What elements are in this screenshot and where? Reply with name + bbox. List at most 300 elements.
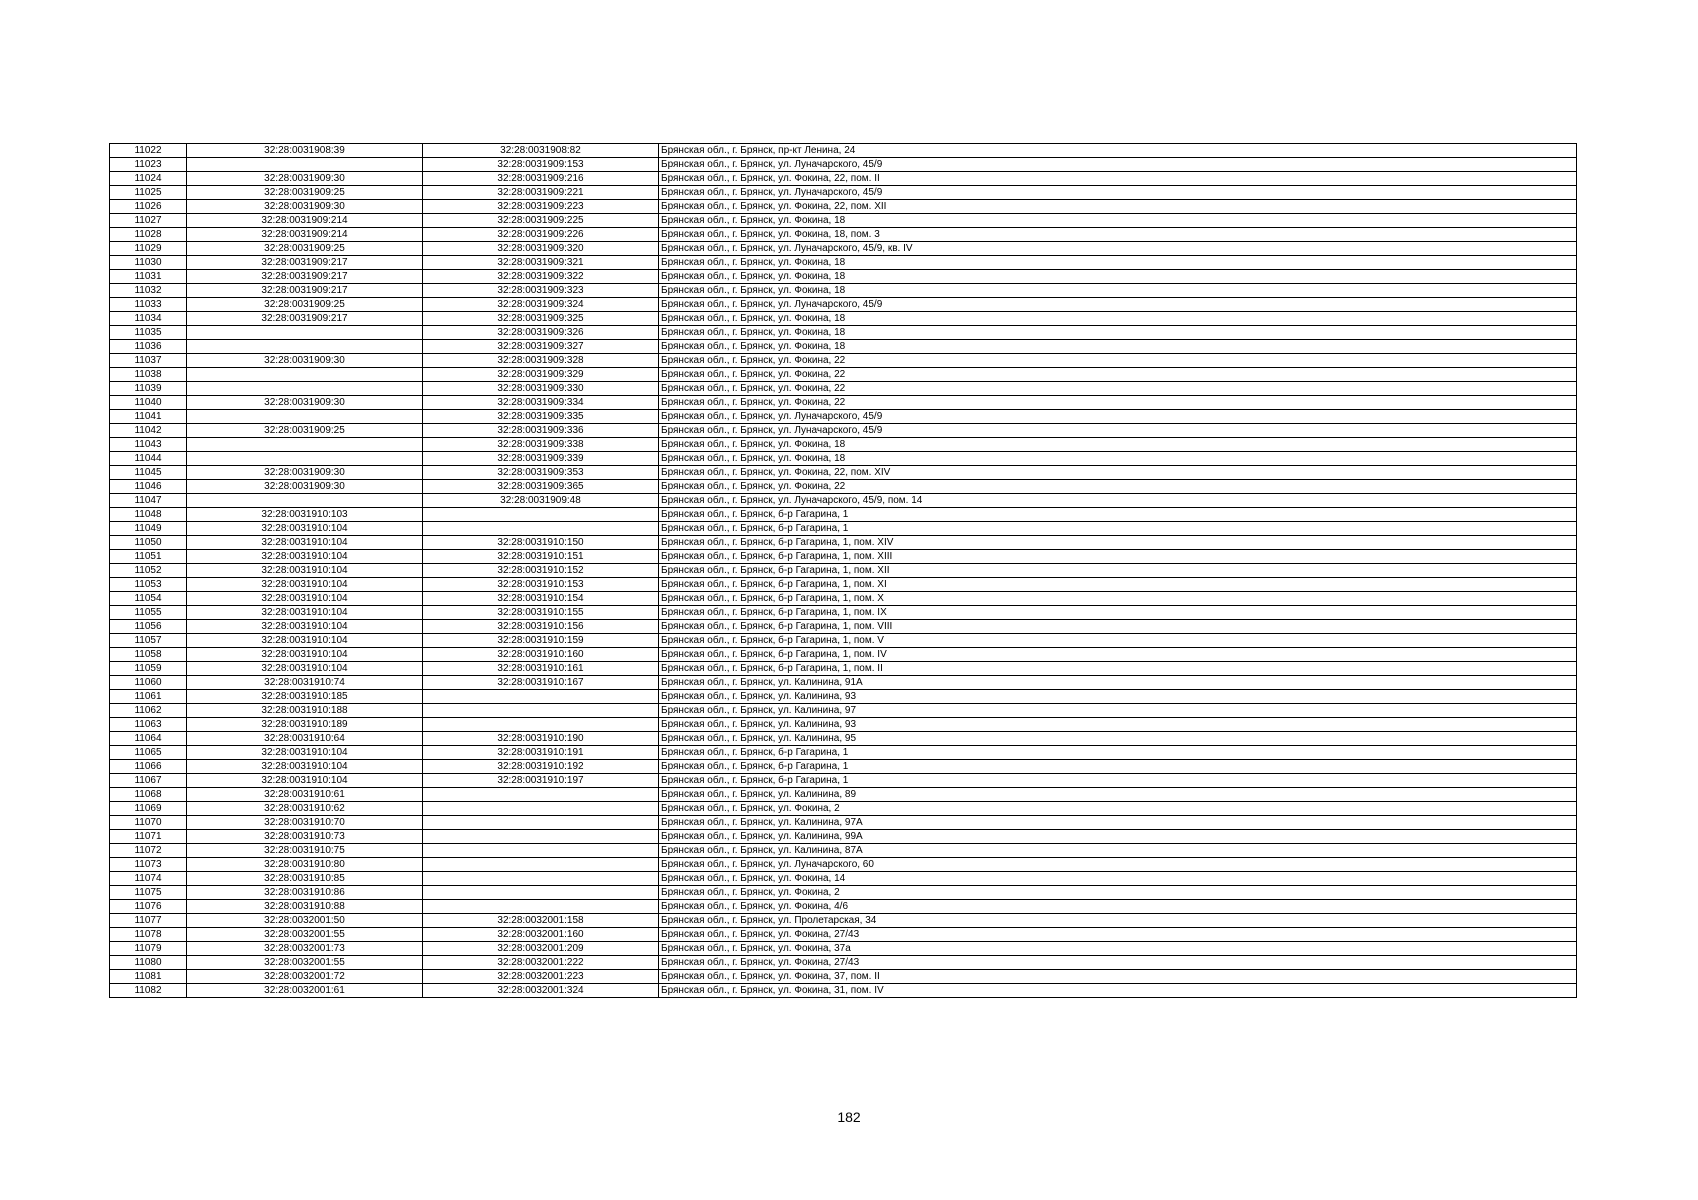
address-cell: Брянская обл., г. Брянск, ул. Фокина, 37а [659, 942, 1577, 956]
land-cadastral-cell: 32:28:0031910:62 [187, 802, 423, 816]
object-cadastral-cell: 32:28:0031909:226 [423, 228, 659, 242]
address-cell: Брянская обл., г. Брянск, ул. Калинина, 89 [659, 788, 1577, 802]
land-cadastral-cell: 32:28:0031910:104 [187, 564, 423, 578]
land-cadastral-cell [187, 368, 423, 382]
object-cadastral-cell: 32:28:0031910:152 [423, 564, 659, 578]
object-cadastral-cell: 32:28:0031910:150 [423, 536, 659, 550]
land-cadastral-cell: 32:28:0031909:214 [187, 228, 423, 242]
row-number-cell: 11039 [110, 382, 187, 396]
land-cadastral-cell [187, 340, 423, 354]
table-row [110, 438, 1577, 452]
address-cell: Брянская обл., г. Брянск, ул. Фокина, 18 [659, 326, 1577, 340]
table-row [110, 424, 1577, 438]
row-number-cell: 11066 [110, 760, 187, 774]
land-cadastral-cell: 32:28:0031909:214 [187, 214, 423, 228]
table-row [110, 354, 1577, 368]
row-number-cell: 11041 [110, 410, 187, 424]
row-number-cell: 11054 [110, 592, 187, 606]
land-cadastral-cell: 32:28:0031910:104 [187, 620, 423, 634]
table-row [110, 508, 1577, 522]
table-row [110, 466, 1577, 480]
row-number-cell: 11081 [110, 970, 187, 984]
row-number-cell: 11057 [110, 634, 187, 648]
row-number-cell: 11037 [110, 354, 187, 368]
table-row [110, 942, 1577, 956]
table-row [110, 648, 1577, 662]
object-cadastral-cell: 32:28:0031909:322 [423, 270, 659, 284]
row-number-cell: 11024 [110, 172, 187, 186]
address-cell: Брянская обл., г. Брянск, ул. Фокина, 22 [659, 382, 1577, 396]
row-number-cell: 11072 [110, 844, 187, 858]
table-row [110, 144, 1577, 158]
table-row [110, 872, 1577, 886]
table-row [110, 634, 1577, 648]
object-cadastral-cell: 32:28:0031910:192 [423, 760, 659, 774]
table-row [110, 690, 1577, 704]
land-cadastral-cell: 32:28:0031910:61 [187, 788, 423, 802]
object-cadastral-cell [423, 900, 659, 914]
address-cell: Брянская обл., г. Брянск, б-р Гагарина, 1 [659, 760, 1577, 774]
address-cell: Брянская обл., г. Брянск, ул. Фокина, 18 [659, 270, 1577, 284]
row-number-cell: 11023 [110, 158, 187, 172]
address-cell: Брянская обл., г. Брянск, ул. Фокина, 18 [659, 214, 1577, 228]
object-cadastral-cell: 32:28:0031909:320 [423, 242, 659, 256]
address-cell: Брянская обл., г. Брянск, ул. Калинина, 99А [659, 830, 1577, 844]
object-cadastral-cell: 32:28:0032001:160 [423, 928, 659, 942]
address-cell: Брянская обл., г. Брянск, ул. Фокина, 22 [659, 368, 1577, 382]
address-cell: Брянская обл., г. Брянск, б-р Гагарина, 1, пом. IX [659, 606, 1577, 620]
address-cell: Брянская обл., г. Брянск, пр-кт Ленина, 24 [659, 144, 1577, 158]
land-cadastral-cell: 32:28:0032001:55 [187, 956, 423, 970]
table-row [110, 242, 1577, 256]
table-row [110, 802, 1577, 816]
row-number-cell: 11033 [110, 298, 187, 312]
object-cadastral-cell: 32:28:0031909:327 [423, 340, 659, 354]
registry-table-body [110, 144, 1577, 998]
row-number-cell: 11053 [110, 578, 187, 592]
address-cell: Брянская обл., г. Брянск, ул. Фокина, 22 [659, 396, 1577, 410]
land-cadastral-cell: 32:28:0031910:104 [187, 662, 423, 676]
row-number-cell: 11025 [110, 186, 187, 200]
land-cadastral-cell: 32:28:0031909:217 [187, 312, 423, 326]
land-cadastral-cell: 32:28:0031909:25 [187, 298, 423, 312]
object-cadastral-cell: 32:28:0031909:335 [423, 410, 659, 424]
address-cell: Брянская обл., г. Брянск, б-р Гагарина, 1, пом. IV [659, 648, 1577, 662]
address-cell: Брянская обл., г. Брянск, ул. Фокина, 22, пом. II [659, 172, 1577, 186]
address-cell: Брянская обл., г. Брянск, б-р Гагарина, 1 [659, 522, 1577, 536]
row-number-cell: 11046 [110, 480, 187, 494]
land-cadastral-cell: 32:28:0031910:64 [187, 732, 423, 746]
land-cadastral-cell: 32:28:0032001:50 [187, 914, 423, 928]
address-cell: Брянская обл., г. Брянск, ул. Фокина, 22 [659, 354, 1577, 368]
object-cadastral-cell: 32:28:0031910:167 [423, 676, 659, 690]
object-cadastral-cell: 32:28:0031909:48 [423, 494, 659, 508]
object-cadastral-cell: 32:28:0031910:156 [423, 620, 659, 634]
address-cell: Брянская обл., г. Брянск, ул. Фокина, 27/43 [659, 956, 1577, 970]
object-cadastral-cell [423, 872, 659, 886]
object-cadastral-cell: 32:28:0031909:221 [423, 186, 659, 200]
table-row [110, 452, 1577, 466]
object-cadastral-cell [423, 830, 659, 844]
table-row [110, 704, 1577, 718]
land-cadastral-cell: 32:28:0031910:88 [187, 900, 423, 914]
object-cadastral-cell: 32:28:0031909:353 [423, 466, 659, 480]
row-number-cell: 11050 [110, 536, 187, 550]
row-number-cell: 11071 [110, 830, 187, 844]
object-cadastral-cell: 32:28:0031909:334 [423, 396, 659, 410]
row-number-cell: 11077 [110, 914, 187, 928]
row-number-cell: 11082 [110, 984, 187, 998]
table-row [110, 326, 1577, 340]
address-cell: Брянская обл., г. Брянск, б-р Гагарина, 1, пом. X [659, 592, 1577, 606]
object-cadastral-cell [423, 690, 659, 704]
object-cadastral-cell: 32:28:0031909:153 [423, 158, 659, 172]
land-cadastral-cell: 32:28:0031909:25 [187, 424, 423, 438]
row-number-cell: 11030 [110, 256, 187, 270]
row-number-cell: 11022 [110, 144, 187, 158]
table-row [110, 214, 1577, 228]
object-cadastral-cell: 32:28:0032001:223 [423, 970, 659, 984]
address-cell: Брянская обл., г. Брянск, ул. Фокина, 18 [659, 256, 1577, 270]
object-cadastral-cell: 32:28:0031909:339 [423, 452, 659, 466]
object-cadastral-cell: 32:28:0031909:225 [423, 214, 659, 228]
table-row [110, 830, 1577, 844]
address-cell: Брянская обл., г. Брянск, б-р Гагарина, 1, пом. V [659, 634, 1577, 648]
table-row [110, 480, 1577, 494]
address-cell: Брянская обл., г. Брянск, ул. Луначарского, 45/9 [659, 158, 1577, 172]
table-row [110, 340, 1577, 354]
row-number-cell: 11034 [110, 312, 187, 326]
address-cell: Брянская обл., г. Брянск, ул. Луначарского, 45/9, кв. IV [659, 242, 1577, 256]
row-number-cell: 11040 [110, 396, 187, 410]
object-cadastral-cell: 32:28:0031909:328 [423, 354, 659, 368]
address-cell: Брянская обл., г. Брянск, ул. Пролетарская, 34 [659, 914, 1577, 928]
object-cadastral-cell: 32:28:0031909:338 [423, 438, 659, 452]
object-cadastral-cell [423, 858, 659, 872]
address-cell: Брянская обл., г. Брянск, б-р Гагарина, 1, пом. XI [659, 578, 1577, 592]
land-cadastral-cell: 32:28:0032001:61 [187, 984, 423, 998]
address-cell: Брянская обл., г. Брянск, ул. Луначарского, 45/9 [659, 298, 1577, 312]
row-number-cell: 11048 [110, 508, 187, 522]
table-row [110, 158, 1577, 172]
land-cadastral-cell: 32:28:0031910:104 [187, 774, 423, 788]
land-cadastral-cell: 32:28:0031909:30 [187, 200, 423, 214]
object-cadastral-cell: 32:28:0031910:155 [423, 606, 659, 620]
land-cadastral-cell: 32:28:0031910:104 [187, 648, 423, 662]
table-row [110, 578, 1577, 592]
row-number-cell: 11062 [110, 704, 187, 718]
object-cadastral-cell [423, 508, 659, 522]
land-cadastral-cell: 32:28:0031910:104 [187, 634, 423, 648]
table-row [110, 172, 1577, 186]
table-row [110, 732, 1577, 746]
address-cell: Брянская обл., г. Брянск, ул. Калинина, 97 [659, 704, 1577, 718]
land-cadastral-cell: 32:28:0031910:103 [187, 508, 423, 522]
row-number-cell: 11074 [110, 872, 187, 886]
object-cadastral-cell: 32:28:0031909:321 [423, 256, 659, 270]
object-cadastral-cell [423, 844, 659, 858]
address-cell: Брянская обл., г. Брянск, б-р Гагарина, 1 [659, 746, 1577, 760]
land-cadastral-cell: 32:28:0031910:104 [187, 536, 423, 550]
object-cadastral-cell: 32:28:0031910:153 [423, 578, 659, 592]
address-cell: Брянская обл., г. Брянск, ул. Фокина, 27/43 [659, 928, 1577, 942]
row-number-cell: 11028 [110, 228, 187, 242]
object-cadastral-cell [423, 802, 659, 816]
row-number-cell: 11064 [110, 732, 187, 746]
object-cadastral-cell [423, 704, 659, 718]
table-row [110, 788, 1577, 802]
row-number-cell: 11063 [110, 718, 187, 732]
address-cell: Брянская обл., г. Брянск, ул. Луначарского, 45/9 [659, 410, 1577, 424]
land-cadastral-cell: 32:28:0031910:185 [187, 690, 423, 704]
row-number-cell: 11069 [110, 802, 187, 816]
land-cadastral-cell: 32:28:0032001:55 [187, 928, 423, 942]
row-number-cell: 11068 [110, 788, 187, 802]
table-row [110, 312, 1577, 326]
land-cadastral-cell [187, 382, 423, 396]
table-row [110, 970, 1577, 984]
row-number-cell: 11076 [110, 900, 187, 914]
table-row [110, 270, 1577, 284]
table-row [110, 284, 1577, 298]
object-cadastral-cell [423, 718, 659, 732]
object-cadastral-cell: 32:28:0031909:365 [423, 480, 659, 494]
row-number-cell: 11045 [110, 466, 187, 480]
table-row [110, 228, 1577, 242]
table-row [110, 816, 1577, 830]
table-row [110, 382, 1577, 396]
object-cadastral-cell: 32:28:0031910:154 [423, 592, 659, 606]
row-number-cell: 11047 [110, 494, 187, 508]
address-cell: Брянская обл., г. Брянск, ул. Фокина, 2 [659, 802, 1577, 816]
land-cadastral-cell: 32:28:0031909:30 [187, 172, 423, 186]
table-row [110, 200, 1577, 214]
land-cadastral-cell: 32:28:0031908:39 [187, 144, 423, 158]
land-cadastral-cell: 32:28:0031910:189 [187, 718, 423, 732]
object-cadastral-cell: 32:28:0031910:159 [423, 634, 659, 648]
land-cadastral-cell [187, 410, 423, 424]
table-row [110, 676, 1577, 690]
land-cadastral-cell: 32:28:0032001:72 [187, 970, 423, 984]
row-number-cell: 11052 [110, 564, 187, 578]
table-row [110, 396, 1577, 410]
table-row [110, 620, 1577, 634]
row-number-cell: 11060 [110, 676, 187, 690]
table-row [110, 746, 1577, 760]
address-cell: Брянская обл., г. Брянск, ул. Фокина, 18 [659, 340, 1577, 354]
land-cadastral-cell: 32:28:0031910:85 [187, 872, 423, 886]
address-cell: Брянская обл., г. Брянск, б-р Гагарина, 1, пом. XIV [659, 536, 1577, 550]
address-cell: Брянская обл., г. Брянск, ул. Фокина, 2 [659, 886, 1577, 900]
row-number-cell: 11073 [110, 858, 187, 872]
address-cell: Брянская обл., г. Брянск, б-р Гагарина, 1, пом. XIII [659, 550, 1577, 564]
table-row [110, 662, 1577, 676]
row-number-cell: 11075 [110, 886, 187, 900]
object-cadastral-cell [423, 522, 659, 536]
row-number-cell: 11059 [110, 662, 187, 676]
table-row [110, 914, 1577, 928]
table-row [110, 494, 1577, 508]
object-cadastral-cell: 32:28:0031910:197 [423, 774, 659, 788]
row-number-cell: 11049 [110, 522, 187, 536]
table-row [110, 718, 1577, 732]
row-number-cell: 11051 [110, 550, 187, 564]
object-cadastral-cell [423, 788, 659, 802]
row-number-cell: 11078 [110, 928, 187, 942]
address-cell: Брянская обл., г. Брянск, ул. Фокина, 18 [659, 312, 1577, 326]
object-cadastral-cell: 32:28:0031910:191 [423, 746, 659, 760]
address-cell: Брянская обл., г. Брянск, б-р Гагарина, 1 [659, 774, 1577, 788]
object-cadastral-cell: 32:28:0032001:324 [423, 984, 659, 998]
table-row [110, 256, 1577, 270]
land-cadastral-cell [187, 326, 423, 340]
land-cadastral-cell [187, 158, 423, 172]
address-cell: Брянская обл., г. Брянск, ул. Фокина, 22, пом. XII [659, 200, 1577, 214]
land-cadastral-cell: 32:28:0031910:104 [187, 522, 423, 536]
object-cadastral-cell: 32:28:0032001:158 [423, 914, 659, 928]
table-row [110, 606, 1577, 620]
land-cadastral-cell: 32:28:0031910:104 [187, 578, 423, 592]
table-row [110, 774, 1577, 788]
address-cell: Брянская обл., г. Брянск, б-р Гагарина, 1, пом. XII [659, 564, 1577, 578]
row-number-cell: 11055 [110, 606, 187, 620]
table-row [110, 886, 1577, 900]
row-number-cell: 11044 [110, 452, 187, 466]
address-cell: Брянская обл., г. Брянск, ул. Фокина, 22 [659, 480, 1577, 494]
land-cadastral-cell: 32:28:0031909:25 [187, 242, 423, 256]
land-cadastral-cell: 32:28:0031909:30 [187, 480, 423, 494]
address-cell: Брянская обл., г. Брянск, ул. Луначарского, 60 [659, 858, 1577, 872]
address-cell: Брянская обл., г. Брянск, ул. Луначарского, 45/9 [659, 186, 1577, 200]
address-cell: Брянская обл., г. Брянск, б-р Гагарина, 1, пом. II [659, 662, 1577, 676]
address-cell: Брянская обл., г. Брянск, ул. Фокина, 31, пом. IV [659, 984, 1577, 998]
table-row [110, 900, 1577, 914]
address-cell: Брянская обл., г. Брянск, б-р Гагарина, 1, пом. VIII [659, 620, 1577, 634]
registry-table [109, 143, 1577, 998]
address-cell: Брянская обл., г. Брянск, ул. Фокина, 18 [659, 452, 1577, 466]
table-row [110, 984, 1577, 998]
address-cell: Брянская обл., г. Брянск, ул. Калинина, 87А [659, 844, 1577, 858]
table-row [110, 956, 1577, 970]
land-cadastral-cell [187, 452, 423, 466]
table-row [110, 564, 1577, 578]
address-cell: Брянская обл., г. Брянск, ул. Калинина, 91А [659, 676, 1577, 690]
object-cadastral-cell: 32:28:0031909:324 [423, 298, 659, 312]
land-cadastral-cell: 32:28:0031910:104 [187, 760, 423, 774]
land-cadastral-cell: 32:28:0031910:104 [187, 606, 423, 620]
object-cadastral-cell: 32:28:0031909:325 [423, 312, 659, 326]
object-cadastral-cell: 32:28:0031909:216 [423, 172, 659, 186]
address-cell: Брянская обл., г. Брянск, ул. Фокина, 4/6 [659, 900, 1577, 914]
row-number-cell: 11065 [110, 746, 187, 760]
land-cadastral-cell: 32:28:0031909:30 [187, 466, 423, 480]
object-cadastral-cell: 32:28:0031910:151 [423, 550, 659, 564]
row-number-cell: 11043 [110, 438, 187, 452]
address-cell: Брянская обл., г. Брянск, ул. Фокина, 22, пом. XIV [659, 466, 1577, 480]
object-cadastral-cell [423, 816, 659, 830]
address-cell: Брянская обл., г. Брянск, ул. Фокина, 18 [659, 438, 1577, 452]
address-cell: Брянская обл., г. Брянск, ул. Фокина, 14 [659, 872, 1577, 886]
row-number-cell: 11038 [110, 368, 187, 382]
row-number-cell: 11032 [110, 284, 187, 298]
table-row [110, 844, 1577, 858]
address-cell: Брянская обл., г. Брянск, ул. Калинина, 93 [659, 718, 1577, 732]
land-cadastral-cell: 32:28:0031909:30 [187, 354, 423, 368]
object-cadastral-cell [423, 886, 659, 900]
address-cell: Брянская обл., г. Брянск, б-р Гагарина, 1 [659, 508, 1577, 522]
page-number: 182 [837, 1109, 861, 1125]
row-number-cell: 11042 [110, 424, 187, 438]
land-cadastral-cell: 32:28:0032001:73 [187, 942, 423, 956]
row-number-cell: 11056 [110, 620, 187, 634]
object-cadastral-cell: 32:28:0031909:223 [423, 200, 659, 214]
land-cadastral-cell [187, 438, 423, 452]
object-cadastral-cell: 32:28:0031910:160 [423, 648, 659, 662]
object-cadastral-cell: 32:28:0031909:326 [423, 326, 659, 340]
row-number-cell: 11079 [110, 942, 187, 956]
object-cadastral-cell: 32:28:0032001:222 [423, 956, 659, 970]
object-cadastral-cell: 32:28:0031909:329 [423, 368, 659, 382]
table-row [110, 550, 1577, 564]
land-cadastral-cell: 32:28:0031909:217 [187, 284, 423, 298]
land-cadastral-cell: 32:28:0031909:217 [187, 256, 423, 270]
land-cadastral-cell: 32:28:0031910:104 [187, 746, 423, 760]
object-cadastral-cell: 32:28:0032001:209 [423, 942, 659, 956]
land-cadastral-cell: 32:28:0031910:188 [187, 704, 423, 718]
row-number-cell: 11058 [110, 648, 187, 662]
table-row [110, 592, 1577, 606]
land-cadastral-cell: 32:28:0031910:75 [187, 844, 423, 858]
table-row [110, 760, 1577, 774]
row-number-cell: 11070 [110, 816, 187, 830]
address-cell: Брянская обл., г. Брянск, ул. Калинина, 93 [659, 690, 1577, 704]
address-cell: Брянская обл., г. Брянск, ул. Калинина, 95 [659, 732, 1577, 746]
land-cadastral-cell: 32:28:0031910:104 [187, 592, 423, 606]
table-row [110, 298, 1577, 312]
table-row [110, 522, 1577, 536]
row-number-cell: 11036 [110, 340, 187, 354]
table-row [110, 368, 1577, 382]
land-cadastral-cell: 32:28:0031909:25 [187, 186, 423, 200]
land-cadastral-cell: 32:28:0031909:30 [187, 396, 423, 410]
address-cell: Брянская обл., г. Брянск, ул. Луначарского, 45/9 [659, 424, 1577, 438]
table-row [110, 410, 1577, 424]
object-cadastral-cell: 32:28:0031910:161 [423, 662, 659, 676]
row-number-cell: 11026 [110, 200, 187, 214]
table-row [110, 928, 1577, 942]
row-number-cell: 11067 [110, 774, 187, 788]
land-cadastral-cell [187, 494, 423, 508]
land-cadastral-cell: 32:28:0031910:73 [187, 830, 423, 844]
row-number-cell: 11035 [110, 326, 187, 340]
object-cadastral-cell: 32:28:0031908:82 [423, 144, 659, 158]
land-cadastral-cell: 32:28:0031910:86 [187, 886, 423, 900]
land-cadastral-cell: 32:28:0031909:217 [187, 270, 423, 284]
address-cell: Брянская обл., г. Брянск, ул. Фокина, 18, пом. 3 [659, 228, 1577, 242]
land-cadastral-cell: 32:28:0031910:104 [187, 550, 423, 564]
row-number-cell: 11061 [110, 690, 187, 704]
row-number-cell: 11080 [110, 956, 187, 970]
object-cadastral-cell: 32:28:0031910:190 [423, 732, 659, 746]
object-cadastral-cell: 32:28:0031909:330 [423, 382, 659, 396]
row-number-cell: 11027 [110, 214, 187, 228]
address-cell: Брянская обл., г. Брянск, ул. Фокина, 37, пом. II [659, 970, 1577, 984]
land-cadastral-cell: 32:28:0031910:80 [187, 858, 423, 872]
table-row [110, 536, 1577, 550]
address-cell: Брянская обл., г. Брянск, ул. Фокина, 18 [659, 284, 1577, 298]
table-row [110, 858, 1577, 872]
land-cadastral-cell: 32:28:0031910:70 [187, 816, 423, 830]
